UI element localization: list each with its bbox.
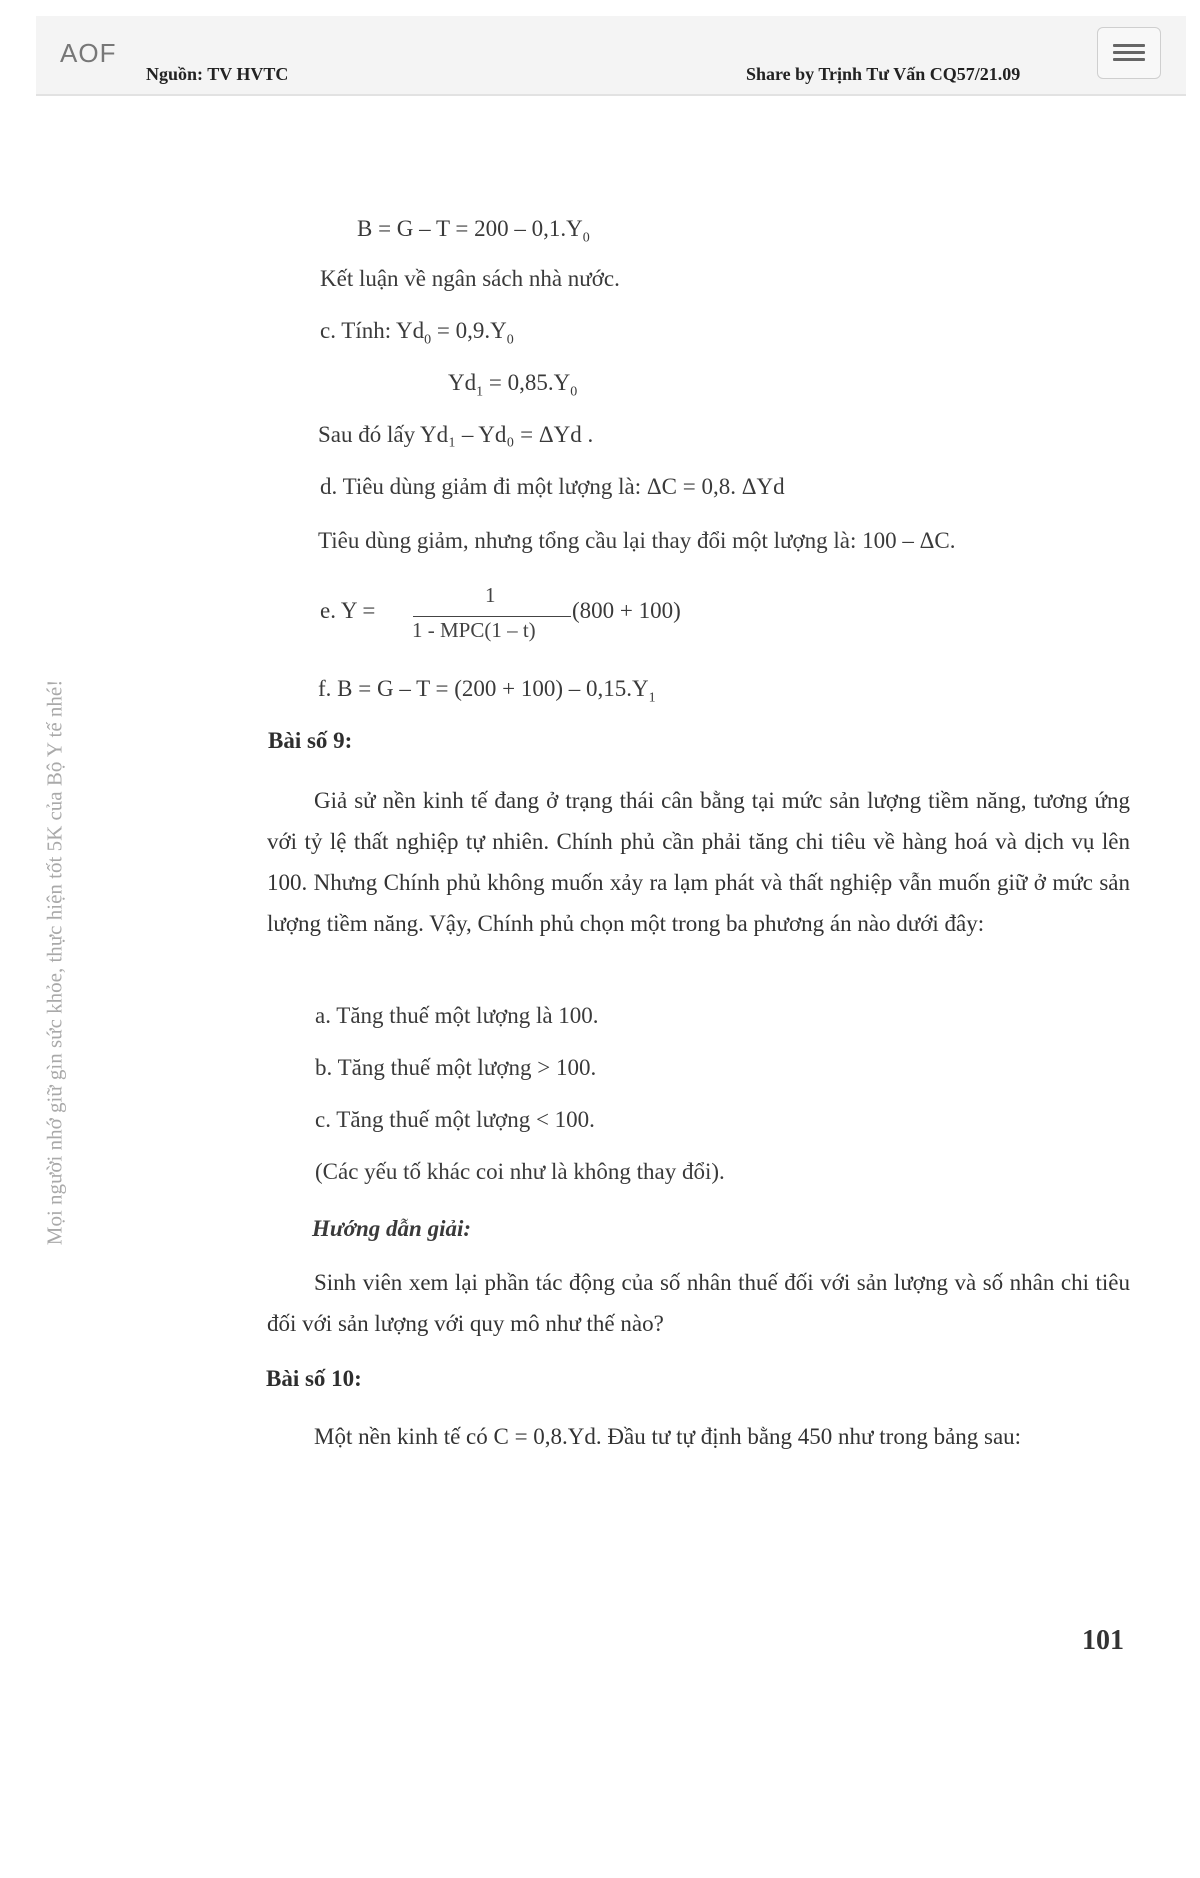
fraction-bar — [413, 616, 571, 617]
equation-text: c. Tính: Yd — [320, 318, 425, 343]
page-number: 101 — [1082, 1625, 1124, 1656]
side-watermark-note: Mọi người nhớ giữ gìn sức khỏe, thực hiện tốt 5K của Bộ Y tế nhé! — [42, 679, 67, 1246]
solution-guide-heading: Hướng dẫn giải: — [312, 1216, 472, 1241]
equation-e-left: e. Y = — [320, 598, 376, 623]
conclusion-line: Kết luận về ngân sách nhà nước. — [320, 266, 620, 291]
fraction-denominator: 1 - MPC(1 – t) — [412, 618, 536, 642]
app-logo: AOF — [60, 38, 117, 68]
equation-f-line — [318, 676, 656, 707]
subscript: 0 — [506, 332, 514, 348]
other-factors-note: (Các yếu tố khác coi như là không thay đổi). — [315, 1159, 725, 1184]
solution-guide-paragraph: Sinh viên xem lại phần tác động của số nhân thuế đối với sản lượng và số nhân chi tiêu đối với sản lượng với quy mô như thế nào? — [267, 1270, 1130, 1336]
subscript: 1 — [648, 690, 656, 706]
equation-e-right: (800 + 100) — [572, 598, 681, 623]
aggregate-demand-line: Tiêu dùng giảm, nhưng tổng cầu lại thay đổi một lượng là: 100 – ΔC. — [318, 528, 956, 553]
equation-text: B = G – T = 200 – 0,1.Y — [357, 216, 583, 241]
compute-line-c — [320, 318, 514, 349]
subscript: 0 — [570, 384, 578, 400]
share-label: Share by Trịnh Tư Vấn CQ57/21.09 — [746, 64, 1021, 84]
delta-yd-line: Sau đó lấy Yd₁ – Yd₀ = ΔYd . — [318, 422, 594, 447]
fraction-numerator: 1 — [485, 583, 496, 607]
option-c: c. Tăng thuế một lượng < 100. — [315, 1107, 595, 1132]
menu-bar-line — [1113, 44, 1145, 47]
equation-b-line — [357, 216, 590, 247]
compute-line-yd1 — [448, 370, 577, 401]
subscript: 1 — [476, 384, 484, 400]
hamburger-menu-icon[interactable] — [1097, 27, 1161, 79]
menu-bar-line — [1113, 58, 1145, 61]
menu-bar-line — [1113, 51, 1145, 54]
exercise-10-paragraph: Một nền kinh tế có C = 0,8.Yd. Đầu tư tự định bằng 450 như trong bảng sau: — [314, 1424, 1022, 1449]
option-b: b. Tăng thuế một lượng > 100. — [315, 1055, 597, 1080]
equation-text: Yd — [448, 370, 477, 395]
top-bar — [36, 16, 1186, 96]
equation-text: = 0,9.Y — [431, 318, 507, 343]
source-label: Nguồn: TV HVTC — [146, 64, 289, 84]
equation-text: f. B = G – T = (200 + 100) – 0,15.Y — [318, 676, 649, 701]
option-a: a. Tăng thuế một lượng là 100. — [315, 1003, 599, 1028]
consumption-decrease-line: d. Tiêu dùng giảm đi một lượng là: ΔC = 0,8. ΔYd — [320, 474, 785, 499]
subscript: 0 — [424, 332, 432, 348]
subscript: 0 — [582, 230, 590, 246]
equation-text: = 0,85.Y — [483, 370, 571, 395]
exercise-10-heading: Bài số 10: — [266, 1366, 362, 1391]
exercise-9-heading: Bài số 9: — [268, 728, 353, 753]
exercise-9-paragraph: Giả sử nền kinh tế đang ở trạng thái cân bằng tại mức sản lượng tiềm năng, tương ứng với tỷ lệ thất nghiệp tự nhiên. Chính phủ cần phải tăng chi tiêu về hàng hoá và dịch vụ lên 100. Nhưng Chính phủ không muốn xảy ra lạm phát và thất nghiệp vẫn muốn giữ ở mức sản lượng tiềm năng. Vậy, Chính phủ chọn một trong ba phương án nào dưới đây: — [267, 788, 1130, 936]
